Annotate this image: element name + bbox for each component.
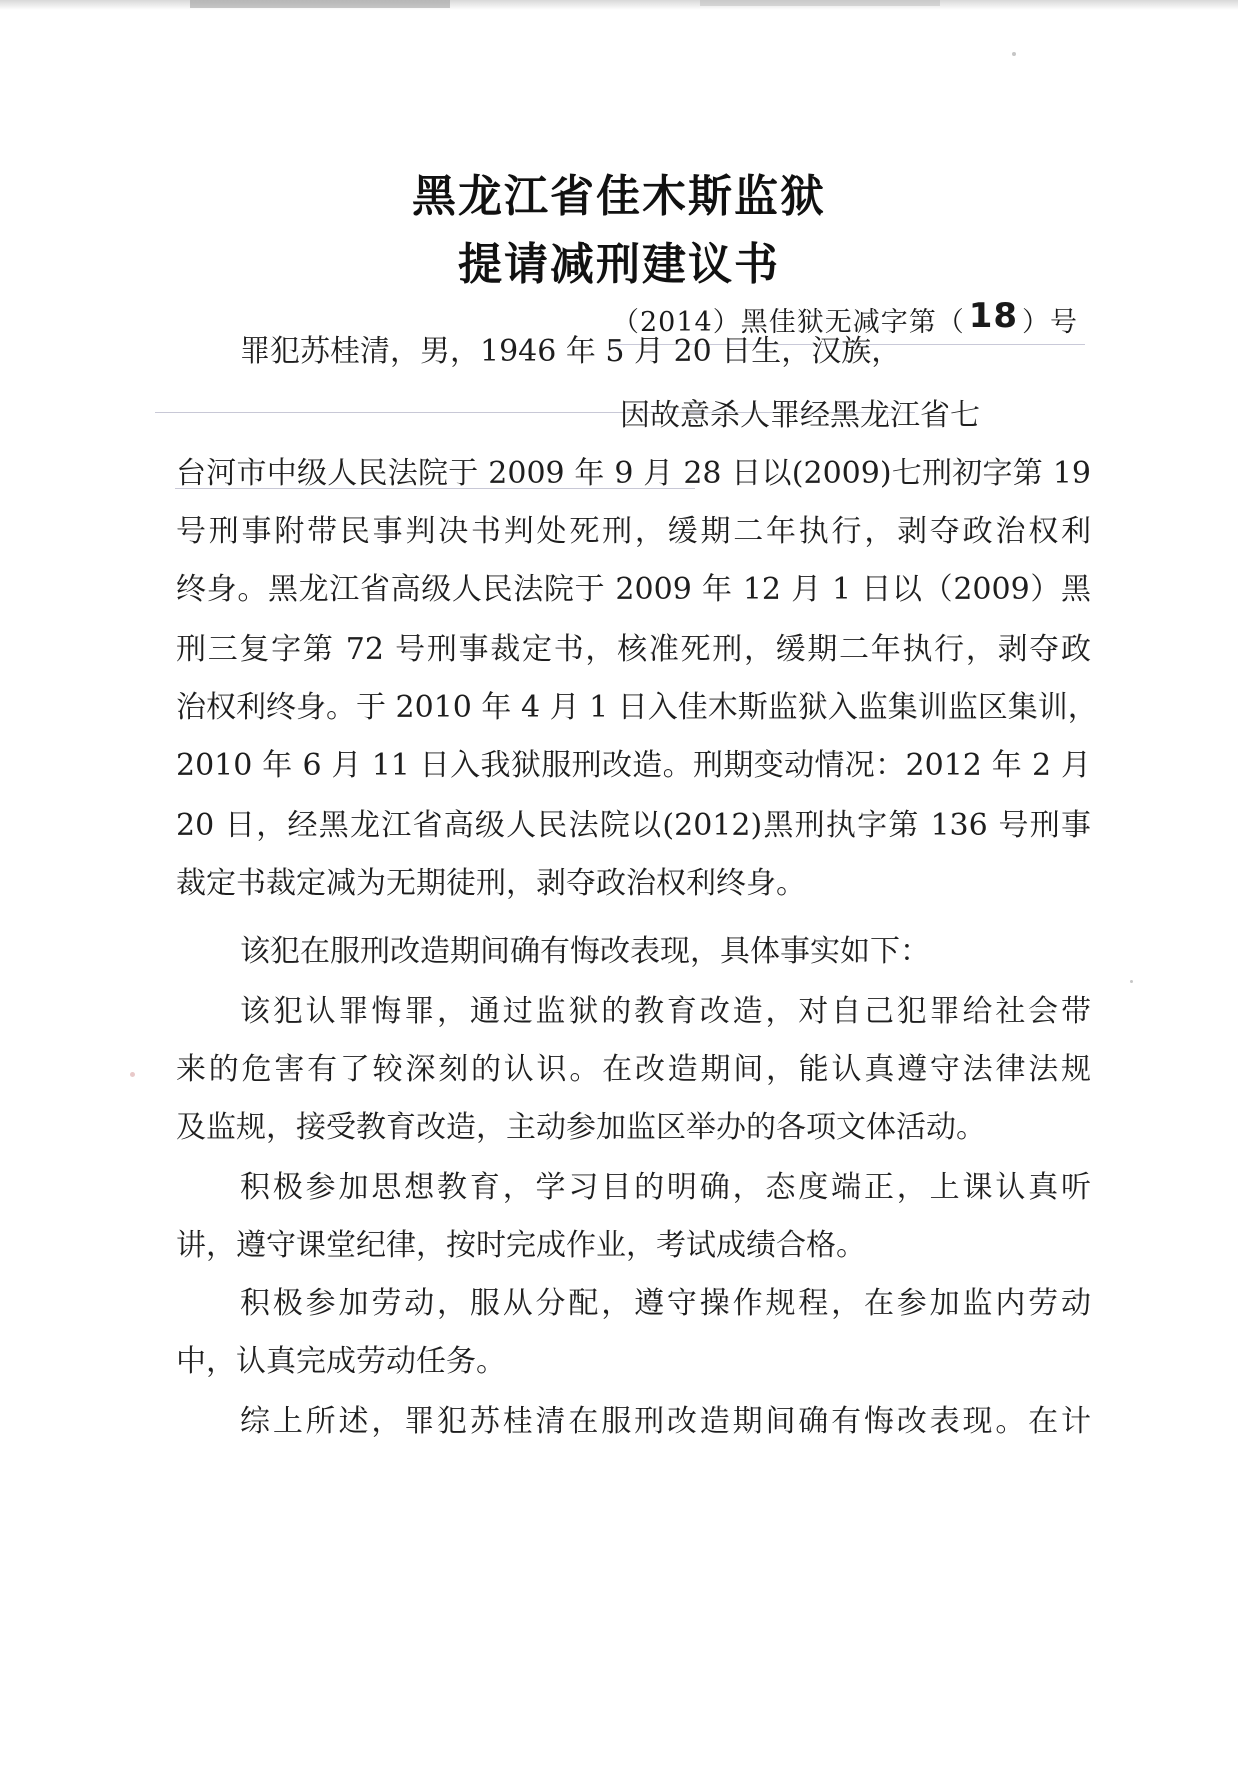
body-line: 中，认真完成劳动任务。 (176, 1344, 506, 1379)
scan-speck (1130, 980, 1133, 983)
scan-speck (1012, 52, 1016, 56)
doc-number-prefix: （2014）黑佳狱无减字第（ (612, 307, 965, 338)
body-line: 及监规，接受教育改造，主动参加监区举办的各项文体活动。 (176, 1110, 986, 1145)
body-line: 号刑事附带民事判决书判处死刑，缓期二年执行，剥夺政治权利 (176, 514, 1091, 549)
document-title-type: 提请减刑建议书 (458, 239, 780, 290)
doc-number-value: 18 (968, 296, 1019, 336)
body-line: 2010 年 6 月 11 日入我狱服刑改造。刑期变动情况：2012 年 2 月 (176, 748, 1091, 783)
scan-speck (130, 1072, 135, 1077)
body-line: 20 日，经黑龙江省高级人民法院以(2012)黑刑执字第 136 号刑事 (176, 808, 1091, 843)
doc-number-suffix: ）号 (1022, 307, 1079, 338)
body-line: 因故意杀人罪经黑龙江省七 (620, 398, 980, 433)
body-line: 该犯在服刑改造期间确有悔改表现，具体事实如下： (240, 934, 930, 969)
document-title-institution: 黑龙江省佳木斯监狱 (412, 171, 826, 222)
body-line: 刑三复字第 72 号刑事裁定书，核准死刑，缓期二年执行，剥夺政 (176, 632, 1091, 667)
body-line: 积极参加劳动，服从分配，遵守操作规程，在参加监内劳动 (240, 1286, 1091, 1321)
body-line: 综上所述，罪犯苏桂清在服刑改造期间确有悔改表现。在计 (240, 1404, 1091, 1439)
body-line: 罪犯苏桂清，男，1946 年 5 月 20 日生，汉族， (240, 334, 902, 369)
body-line: 积极参加思想教育，学习目的明确，态度端正，上课认真听 (240, 1170, 1091, 1205)
body-line: 裁定书裁定减为无期徒刑，剥夺政治权利终身。 (176, 866, 806, 901)
body-line: 台河市中级人民法院于 2009 年 9 月 28 日以(2009)七刑初字第 19 (176, 456, 1091, 491)
body-line: 讲，遵守课堂纪律，按时完成作业，考试成绩合格。 (176, 1228, 866, 1263)
body-line: 治权利终身。于 2010 年 4 月 1 日入佳木斯监狱入监集训监区集训， (176, 690, 1098, 725)
body-line: 来的危害有了较深刻的认识。在改造期间，能认真遵守法律法规 (176, 1052, 1091, 1087)
scan-edge (0, 0, 1238, 10)
body-line: 终身。黑龙江省高级人民法院于 2009 年 12 月 1 日以（2009）黑 (176, 572, 1091, 607)
body-line: 该犯认罪悔罪，通过监狱的教育改造，对自己犯罪给社会带 (240, 994, 1091, 1029)
